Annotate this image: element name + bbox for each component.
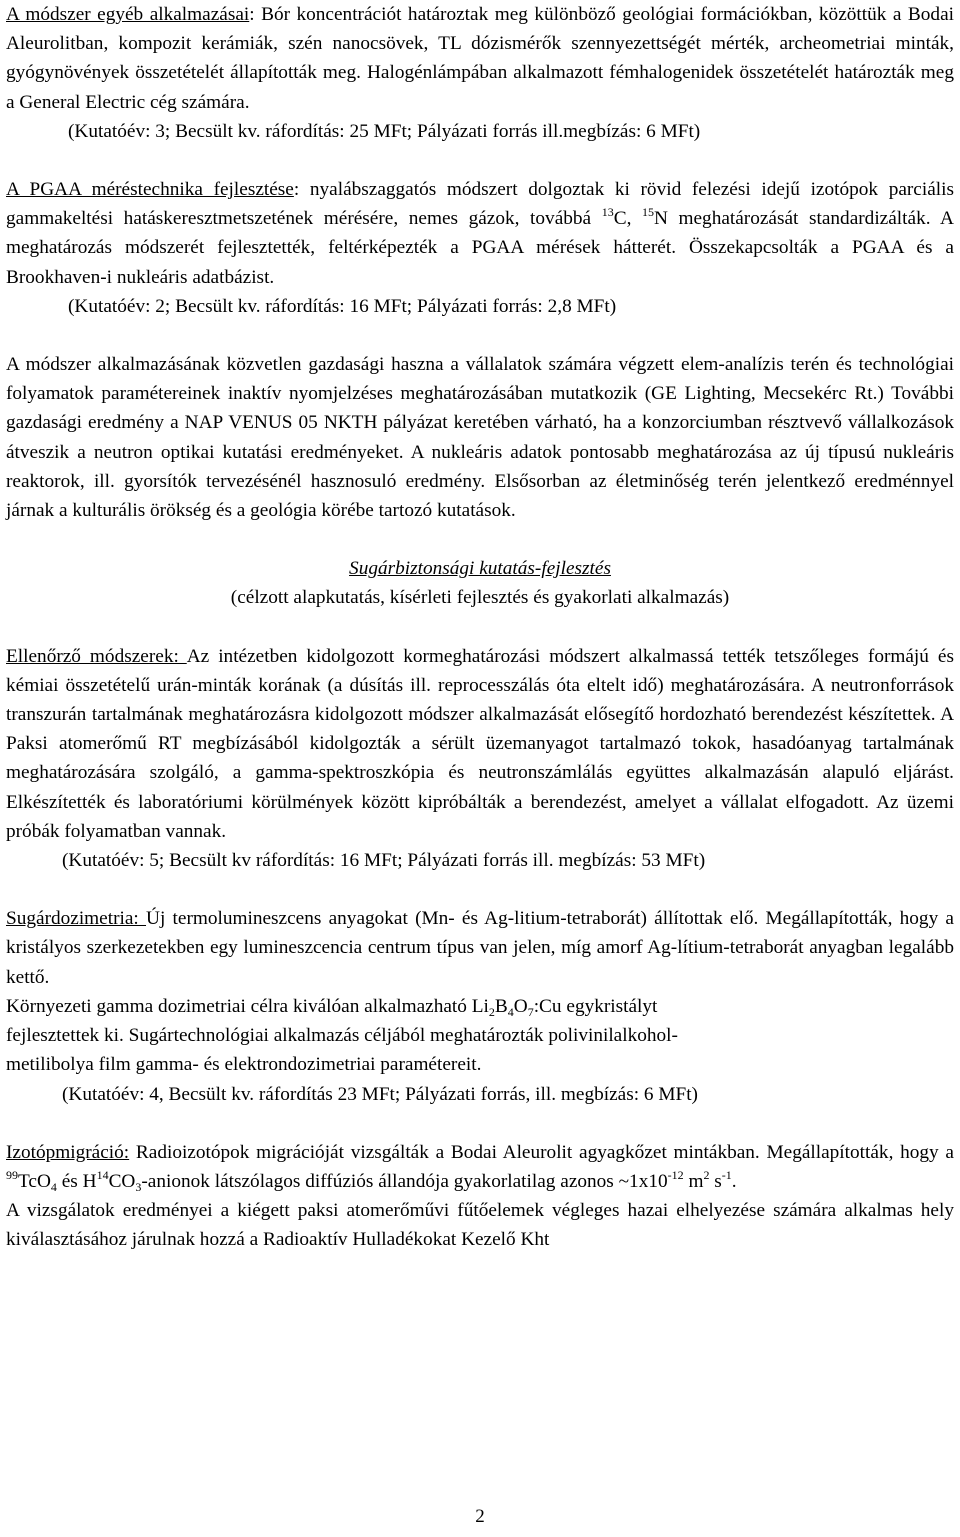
- heading-other-applications: A módszer egyéb alkalmazásai: [6, 4, 250, 25]
- text-other-applications: : Bór koncentrációt határoztak meg különböző geológiai formációkban, közöttük a Bodai Aleurolitban, kompozit kerámiák, szén nanocsövek, TL dózismérők szennyezettségét mérték, archeometriai minták, gyógynövények összetételét állapították meg. Halogénlámpában alkalmazott fémhalogenidek összetételét határozták meg a General Electric cég számára.: [6, 4, 954, 113]
- section-title: Sugárbiztonsági kutatás-fejlesztés: [349, 558, 611, 580]
- citation-other-applications: (Kutatóév: 3; Becsült kv. ráfordítás: 25 MFt; Pályázati forrás ill.megbízás: 6 MFt): [68, 120, 701, 142]
- paragraph-economic-benefit: A módszer alkalmazásának közvetlen gazdasági haszna a vállalatok számára végzett elem-analízis terén és technológiai folyamatok paramétereinek inaktív nyomjelzéses meghatározásában mutatkozik (GE Lighting, Mecsekérc Rt.) További gazdasági eredmény a NAP VENUS 05 NKTH pályázat keretében várható, ha a konzorciumban résztvevő vállalkozások átveszik a neutron optikai kutatási eredményeket. A nukleáris adatok pontosabb meghatározása az új típusú nukleáris reaktorok, ill. gyorsítók tervezésénél hasznosuló eredmény. Elsősorban az életminőség terén jelentkező eredménnyel járnak a kulturális örökség és a geológia körébe tartozó kutatások.: [6, 354, 954, 522]
- citation-pgaa: (Kutatóév: 2; Becsült kv. ráfordítás: 16 MFt; Pályázati forrás: 2,8 MFt): [68, 295, 617, 317]
- paragraph-dosimetry-line4: metilibolya film gamma- és elektrondozimetriai paramétereit.: [6, 1054, 482, 1076]
- heading-control-methods: Ellenőrző módszerek:: [6, 645, 187, 667]
- paragraph-isotope-migration: Izotópmigráció: Radioizotópok migrációját vizsgálták a Bodai Aleurolit agyagkőzet mintákban. Megállapították, hogy a $^{99}$TcO$_4$ és $H^{14}CO_3$-anionok látszólagos diffúziós állandója gyakorlatilag azonos $\sim 1x10^{-12}$ $m^2$ $s^{-1}$.: [6, 1141, 954, 1194]
- paragraph-dosimetry-line3: fejlesztettek ki. Sugártechnológiai alkalmazás céljából meghatározták polivinilalkohol-: [6, 1025, 678, 1047]
- heading-dosimetry: Sugárdozimetria:: [6, 908, 147, 930]
- citation-dosimetry: (Kutatóév: 4, Becsült kv. ráfordítás 23 MFt; Pályázati forrás, ill. megbízás: 6 MFt): [62, 1083, 698, 1105]
- section-subtitle: (célzott alapkutatás, kísérleti fejlesztés és gyakorlati alkalmazás): [230, 587, 730, 609]
- page-number: 2: [475, 1506, 485, 1527]
- heading-pgaa: A PGAA méréstechnika fejlesztése: [6, 179, 294, 201]
- paragraph-other-applications: [6, 0, 954, 117]
- paragraph-isotope-migration-results: A vizsgálatok eredményei a kiégett paksi atomerőművi fűtőelemek végleges hazai elhelyezése számára alkalmas hely kiválasztásához járulnak hozzá a Radioaktív Hulladékokat Kezelő Kht: [6, 1200, 954, 1251]
- citation-control-methods: (Kutatóév: 5; Becsült kv ráfordítás: 16 MFt; Pályázati forrás ill. megbízás: 53 MFt): [62, 850, 706, 872]
- heading-isotope-migration: Izotópmigráció:: [6, 1141, 130, 1163]
- paragraph-control-methods: Ellenőrző módszerek: Az intézetben kidolgozott kormeghatározási módszert alkalmassá tették tetszőleges formájú és kémiai összetételű urán-minták korának (a dúsítás ill. reprocesszálás óta eltelt idő) meghatározására. A neutronforrások transzurán tartalmának meghatározásra kidolgozott módszer alkalmazását elősegítő hordozható berendezést készítettek. A Paksi atomerőmű RT megbízásából kidolgozták a sérült üzemanyagot tartalmazó tokok, hasadóanyag tartalmának meghatározására szolgáló, a gamma-spektroszkópia és neutronszámlálás együttes alkalmazásán alapuló eljárást. Elkészítették és laboratóriumi körülmények között kipróbálták a berendezést, amelyet a vállalat elfogadott. Az üzemi próbák folyamatban vannak.: [6, 645, 954, 842]
- paragraph-dosimetry: Sugárdozimetria: Új termolumineszcens anyagokat (Mn- és Ag-litium-tetraborát) állítottak elő. Megállapították, hogy a kristályos szerkezetekben egy lumineszcencia centrum típus van jelen, míg amorf Ag-lítium-tetraborát anyagban legalább kettő.: [6, 908, 954, 988]
- paragraph-dosimetry-crystal: Környezeti gamma dozimetriai célra kiválóan alkalmazható $Li_2B_4O_7:Cu$ egykristályt: [6, 995, 658, 1019]
- paragraph-pgaa: A PGAA méréstechnika fejlesztése: nyalábszaggatós módszert dolgoztak ki rövid felezési idejű izotópok parciális gammakeltési hatáskeresztmetszetének mérésére, nemes gázok, továbbá $^{13}$C, $^{15}$N meghatározását standardizálták. A meghatározás módszerét fejlesztették, feltérképezték a PGAA mérések hátterét. Összekapcsolták a PGAA és a Brookhaven-i nukleáris adatbázist.: [6, 179, 955, 288]
